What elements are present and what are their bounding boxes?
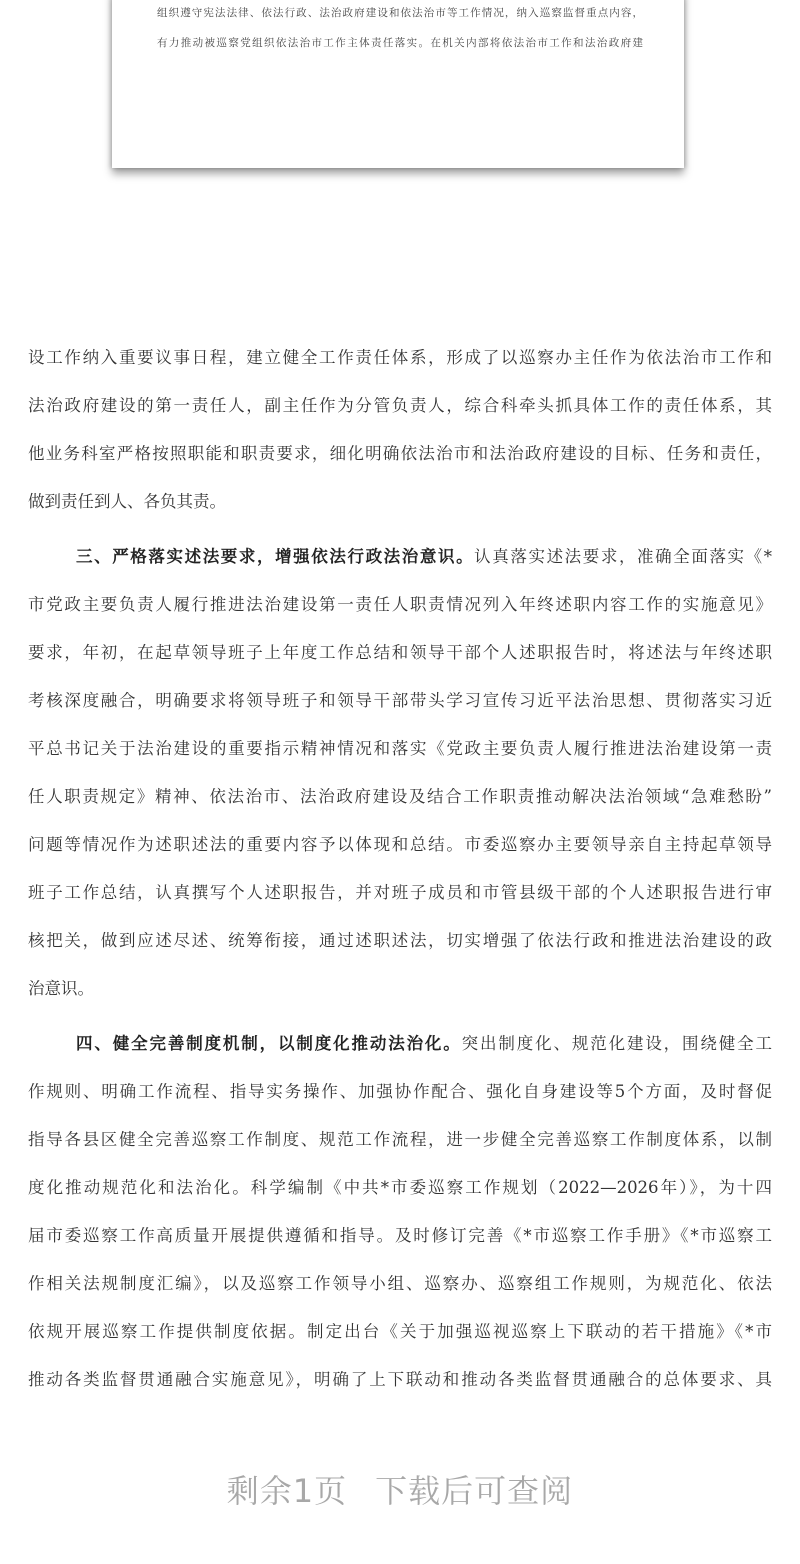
text-line: 他业务科室严格按照职能和职责要求，细化明确依法治市和法治政府建设的目标、任务和责任， — [28, 444, 772, 463]
remaining-pages-label: 剩余1页 — [226, 1472, 348, 1510]
section-heading: 四、健全完善制度机制，以制度化推动法治化。 — [76, 1034, 462, 1053]
text-line: 设工作纳入重要议事日程，建立健全工作责任体系，形成了以巡察办主任作为依法治市工作和 — [28, 348, 772, 367]
card-text-line: 有力推动被巡察党组织依法治市工作主体责任落实。在机关内部将依法治市工作和法治政府建 — [157, 37, 643, 49]
text-line: 平总书记关于法治建设的重要指示精神情况和落实《党政主要负责人履行推进法治建设第一责 — [28, 739, 772, 758]
text-line: 度化推动规范化和法治化。科学编制《中共*市委巡察工作规划（2022—2026年）》，为十四 — [28, 1178, 772, 1197]
text-line: 治意识。 — [28, 979, 94, 998]
text-line: 推动各类监督贯通融合实施意见》，明确了上下联动和推动各类监督贯通融合的总体要求、具 — [28, 1370, 772, 1389]
text-line: 要求，年初，在起草领导班子上年度工作总结和领导干部个人述职报告时，将述法与年终述职 — [28, 643, 772, 662]
text-line: 核把关，做到应述尽述、统筹衔接，通过述职述法，切实增强了依法行政和推进法治建设的政 — [28, 931, 772, 950]
text-line: 考核深度融合，明确要求将领导班子和领导干部带头学习宣传习近平法治思想、贯彻落实习近 — [28, 691, 772, 710]
text-line: 届市委巡察工作高质量开展提供遵循和指导。及时修订完善《*市巡察工作手册》《*市巡察工 — [28, 1226, 772, 1245]
text-line: 班子工作总结，认真撰写个人述职报告，并对班子成员和市管县级干部的个人述职报告进行审 — [28, 883, 772, 902]
text-line: 法治政府建设的第一责任人，副主任作为分管负责人，综合科牵头抓具体工作的责任体系，其 — [28, 396, 772, 415]
text-line: 作规则、明确工作流程、指导实务操作、加强协作配合、强化自身建设等5个方面，及时督促 — [28, 1082, 772, 1101]
text-line: 作相关法规制度汇编》，以及巡察工作领导小组、巡察办、巡察组工作规则，为规范化、依法 — [28, 1274, 772, 1293]
download-to-view-label: 下载后可查阅 — [375, 1472, 574, 1510]
text-line: 任人职责规定》精神、依法治市、法治政府建设及结合工作职责推动解决法治领域“急难愁盼” — [28, 787, 772, 806]
text-line: 做到责任到人、各负其责。 — [28, 492, 226, 511]
text-line: 指导各县区健全完善巡察工作制度、规范工作流程，进一步健全完善巡察工作制度体系，以制 — [28, 1130, 772, 1149]
download-prompt[interactable] — [0, 1466, 800, 1512]
text-line: 依规开展巡察工作提供制度依据。制定出台《关于加强巡视巡察上下联动的若干措施》《*市 — [28, 1322, 772, 1341]
document-preview-card — [112, 0, 684, 168]
section-heading: 三、严格落实述法要求，增强依法行政法治意识。 — [76, 547, 475, 566]
card-text-line: 组织遵守宪法法律、依法行政、法治政府建设和依法治市等工作情况，纳入巡察监督重点内容， — [157, 7, 643, 19]
text-span: 突出制度化、规范化建设，围绕健全工 — [461, 1034, 772, 1053]
text-line: 市党政主要负责人履行推进法治建设第一责任人职责情况列入年终述职内容工作的实施意见》 — [28, 595, 772, 614]
text-span: 认真落实述法要求，准确全面落实《* — [474, 547, 772, 566]
text-line: 问题等情况作为述职述法的重要内容予以体现和总结。市委巡察办主要领导亲自主持起草领导 — [28, 835, 772, 854]
text-line — [76, 545, 772, 569]
text-line — [76, 1032, 772, 1056]
